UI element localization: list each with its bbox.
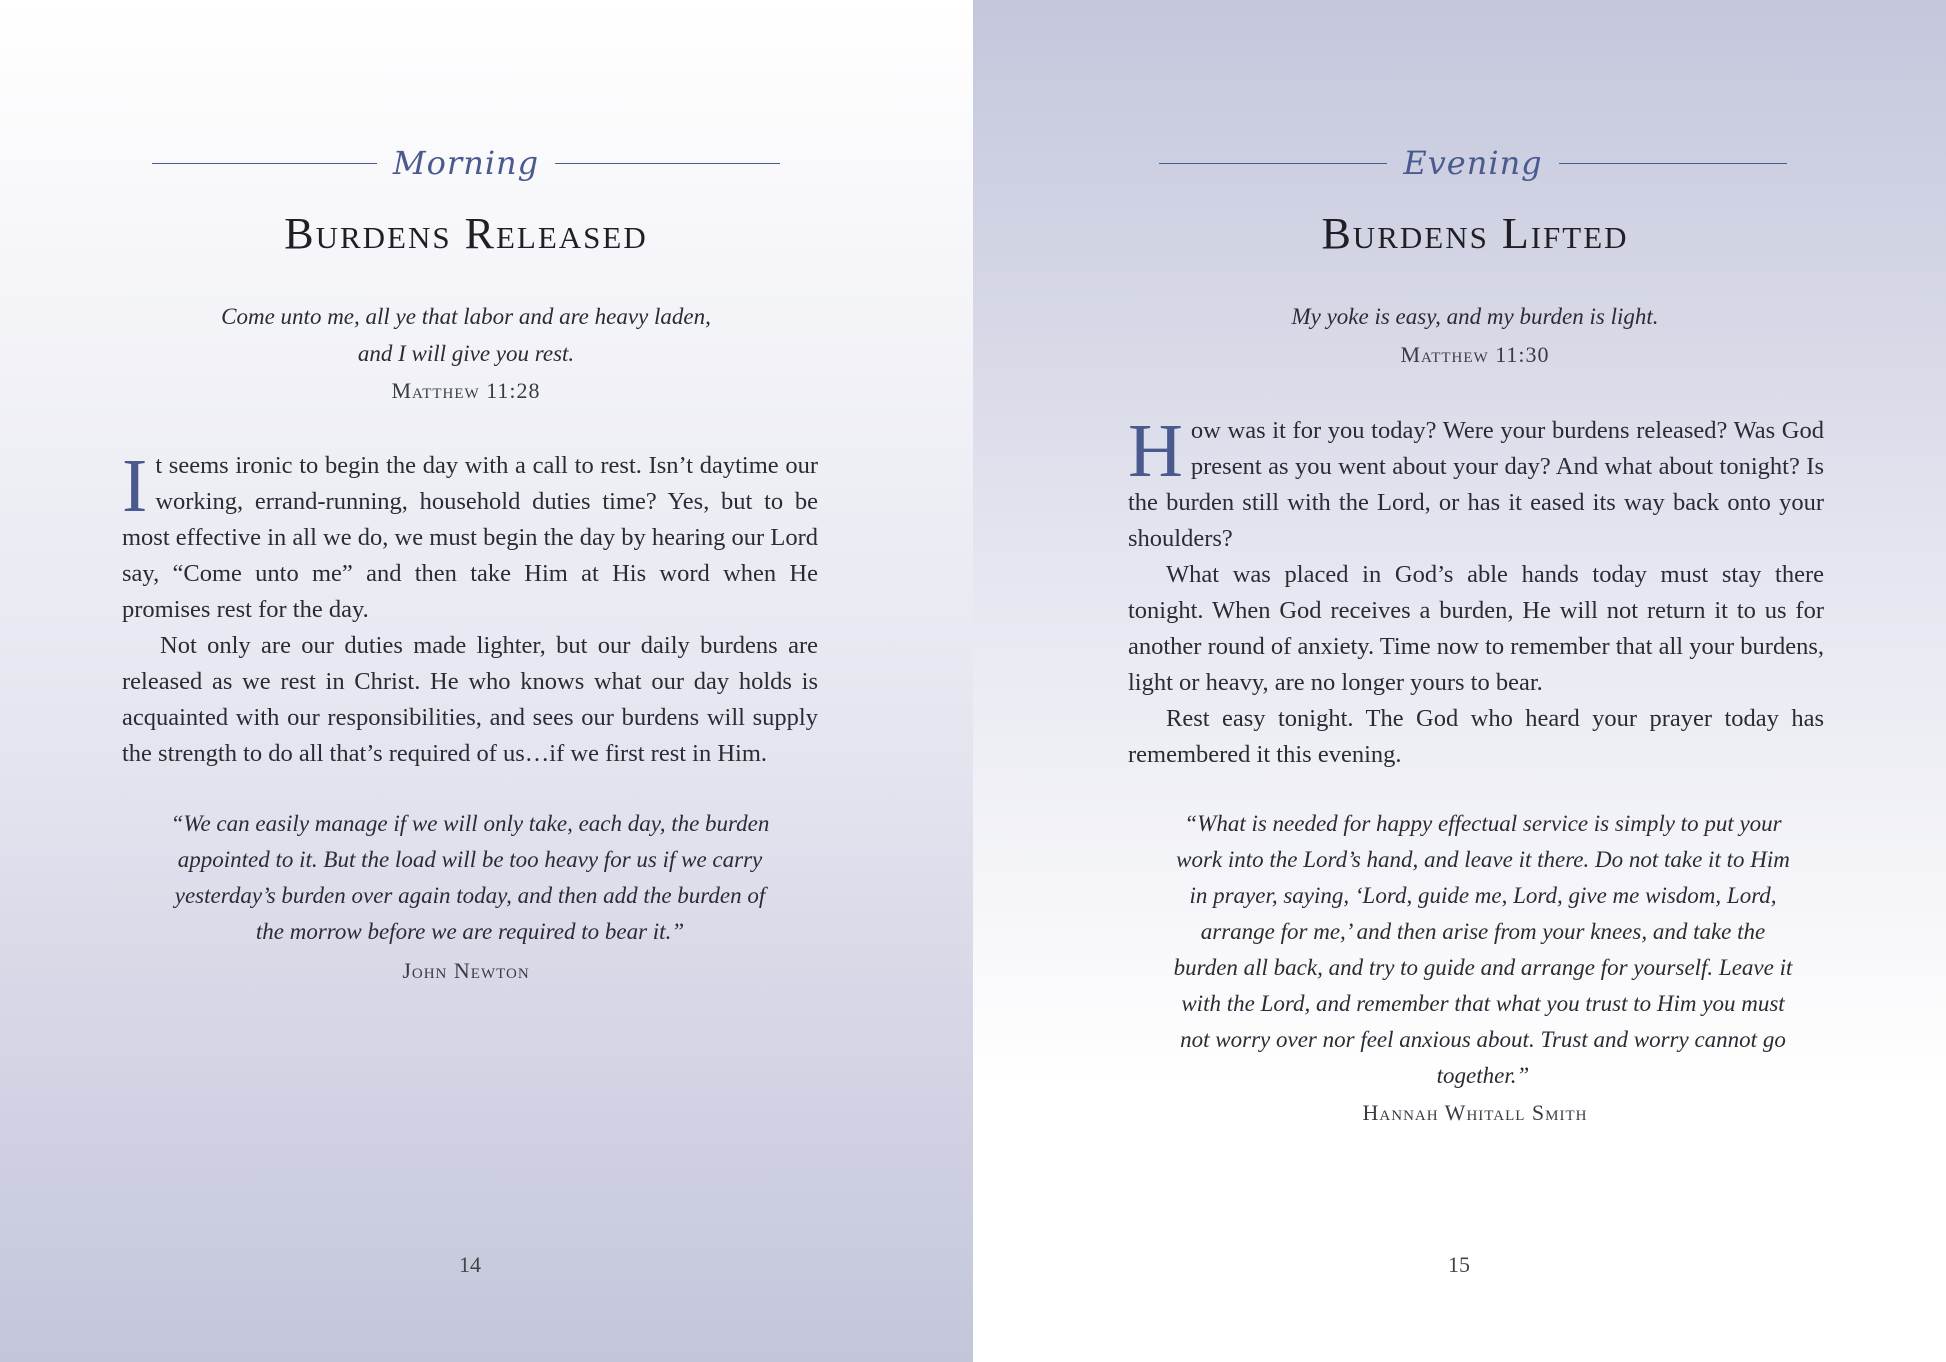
scripture-reference: Matthew 11:30 bbox=[1400, 342, 1550, 367]
section-label: Evening bbox=[1403, 144, 1543, 182]
body-paragraph-text: ow was it for you today? Were your burdens released? Was God present as you went about your day? And what about tonight? Is the burden still with the Lord, or has it eased its way back onto your shoulders? bbox=[1128, 417, 1824, 552]
closing-quote: “What is needed for happy effectual service is simply to put your work into the Lord’s hand, and leave it there. Do not take it to Him in prayer, saying, ‘Lord, guide me, Lord, give me wisdom, Lord, arrange for me,’ and then arise from your knees, and take the burden all back, and try to guide and arrange for yourself. Leave it with the Lord, and remember that what you trust to Him you must not worry over nor feel anxious about. Trust and worry cannot go together.” bbox=[1173, 811, 1793, 1088]
quote-author: Hannah Whitall Smith bbox=[1362, 1100, 1588, 1125]
body-paragraph bbox=[122, 444, 818, 628]
drop-cap: I bbox=[122, 444, 148, 528]
page-number: 14 bbox=[459, 1252, 481, 1277]
section-heading-evening bbox=[1159, 138, 1787, 188]
page-title: Burdens Released bbox=[284, 209, 648, 258]
right-page bbox=[973, 0, 1946, 1362]
body-paragraph: Not only are our duties made lighter, but our daily burdens are released as we rest in Christ. He who knows what our day holds is acquainted with our responsibilities, and sees our burdens will supply the strength to do all that’s required of us…if we first rest in Him. bbox=[122, 632, 818, 767]
divider-rule-left bbox=[1159, 163, 1387, 164]
body-paragraph-text: t seems ironic to begin the day with a call to rest. Isn’t daytime our working, errand-running, household duties time? Yes, but to be most effective in all we do, we must begin the day by hearing our Lord say, “Come unto me” and then take Him at His word when He promises rest for the day. bbox=[122, 452, 818, 623]
scripture-verse bbox=[1109, 298, 1841, 335]
scripture-verse bbox=[100, 298, 832, 372]
divider-rule-right bbox=[555, 163, 780, 164]
section-heading-morning bbox=[152, 138, 780, 188]
scripture-reference: Matthew 11:28 bbox=[391, 378, 541, 403]
verse-line: and I will give you rest. bbox=[357, 341, 575, 366]
page-title: Burdens Lifted bbox=[1321, 209, 1629, 258]
body-paragraph: Rest easy tonight. The God who heard your prayer today has remembered it this evening. bbox=[1128, 705, 1824, 768]
quote-author: John Newton bbox=[402, 958, 530, 983]
divider-rule-right bbox=[1559, 163, 1787, 164]
devotional-body bbox=[122, 444, 818, 772]
closing-quote: “We can easily manage if we will only take, each day, the burden appointed to it. But the load will be too heavy for us if we carry yesterday’s burden over again today, and then add the burden of the morrow before we are required to bear it.” bbox=[170, 811, 770, 944]
verse-line: My yoke is easy, and my burden is light. bbox=[1291, 304, 1659, 329]
body-paragraph bbox=[1128, 409, 1824, 557]
body-paragraph: What was placed in God’s able hands today must stay there tonight. When God receives a burden, He will not return it to us for another round of anxiety. Time now to remember that all your burdens, light or heavy, are no longer yours to bear. bbox=[1128, 561, 1824, 696]
devotional-body bbox=[1128, 409, 1824, 773]
divider-rule-left bbox=[152, 163, 377, 164]
drop-cap: H bbox=[1128, 409, 1183, 493]
section-label: Morning bbox=[392, 144, 540, 182]
page-number: 15 bbox=[1448, 1252, 1470, 1277]
verse-line: Come unto me, all ye that labor and are heavy laden, bbox=[221, 304, 711, 329]
